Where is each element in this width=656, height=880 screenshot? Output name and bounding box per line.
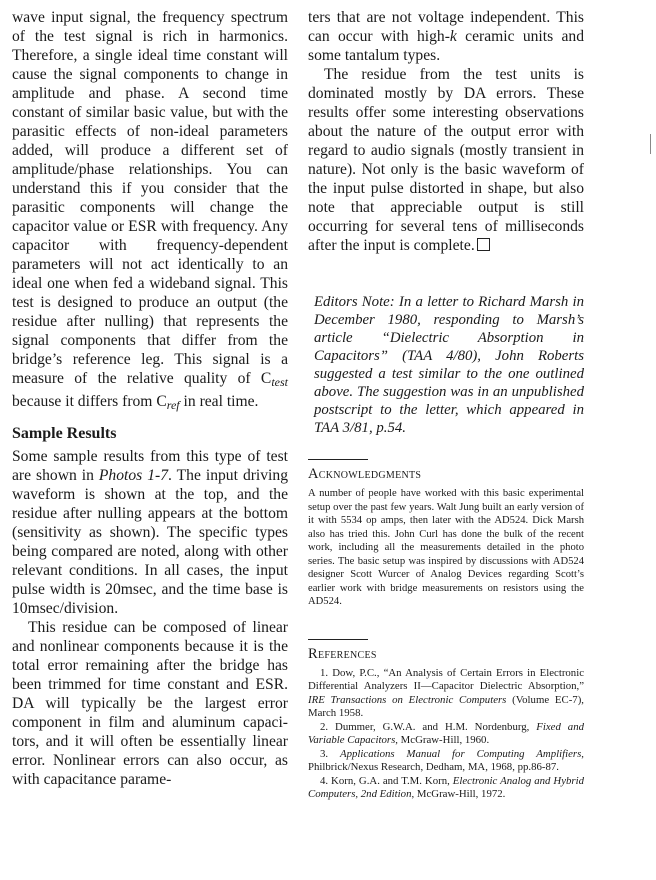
- reference-text: 3.: [320, 747, 341, 760]
- c-ref-symbol: C: [156, 393, 167, 410]
- body-paragraph: [12, 8, 288, 415]
- acknowledgments-text: A number of people have worked with this basic experimental setup over the past few years. Walt Jung built an early version of it with 5534 op amps, then later with the AD524. Dick Marsh also has tried this. John Curl has done the bulk of the recent work, including all the measurements detailed in the photo series. The basic setup was inspired by discussions with AD524 designer Scott Wurcer of Analog Devices regarding Scott’s earlier work with bridge measurements on resistors using the AD524.: [308, 488, 584, 607]
- reference-text: 2. Dummer, G.W.A. and H.M. Nordenburg,: [320, 720, 537, 733]
- reference-item: [308, 721, 584, 748]
- editors-note: Editors Note: In a letter to Richard Marsh in December 1980, responding to Marsh’s article “Dielectric Absorption in Capacitors” (TAA 4/80), John Roberts suggested a test similar to the one outlined above. The suggestion was in an unpublished postscript to the letter, which appeared in TAA 3/81, p.54.: [314, 294, 584, 436]
- body-paragraph: This residue can be composed of linear and nonlinear components because it is the total error remaining after the bridge has been trimmed for time constant and ESR. DA will typically be the largest error component in film and aluminum capacitors, and it will often be essentially linear error. Nonlinear errors can also occur, as with capacitance parame-: [12, 619, 288, 788]
- reference-text: 4. Korn, G.A. and T.M. Korn,: [320, 774, 453, 787]
- c-ref-subscript: ref: [166, 398, 180, 412]
- reference-item: [308, 667, 584, 721]
- references-list: [308, 667, 584, 802]
- paragraph-text: in real time.: [179, 393, 259, 410]
- reference-text: , McGraw-Hill, 1960.: [395, 734, 490, 746]
- reference-text: , Philbrick/Nexus Research, Dedham, MA, 1968, pp.86-87.: [308, 747, 584, 773]
- reference-text: (Volume EC-7), March 1958.: [308, 693, 584, 719]
- reference-title: Fixed and Variable Capacitors: [308, 720, 585, 746]
- left-column: [12, 8, 288, 789]
- reference-text: 1. Dow, P.C., “An Analysis of Certain Errors in Electronic Differential Analyzers II—Capacitor Dielectric Absorption,”: [308, 666, 584, 692]
- end-mark-icon: [477, 238, 490, 251]
- right-column: [308, 8, 584, 802]
- k-symbol: k: [449, 28, 457, 45]
- reference-item: [308, 748, 584, 775]
- paragraph-text: wave input signal, the frequency spectrum of the test signal is rich in harmonics. Therefore, a single ideal time constant will cause the signal components to change in amplitude and phase. A second time constant of similar basic value, but with the parasitic effects of non-ideal parameters added, will produce a different set of amplitude/phase relationships. You can understand this if you consider that the parasitic components will change the capacitor value or ESR with frequency. Any capacitor with frequency-dependent parameters will not act identically to an ideal one when fed a wideband signal. This test is designed to produce an output (the residue after nulling) that represents the signal components that differ from the bridge’s reference leg. This signal is a measure of the relative quality of: [12, 9, 288, 387]
- acknowledgments-heading: Acknowledgments: [308, 459, 368, 483]
- body-paragraph: [308, 65, 584, 255]
- margin-mark: [650, 134, 651, 154]
- c-test-symbol: C: [260, 370, 272, 387]
- reference-title: Applications Manual for Computing Amplifiers: [340, 747, 582, 760]
- body-paragraph: [12, 447, 288, 618]
- reference-text: , McGraw-Hill, 1972.: [411, 788, 506, 800]
- c-test-subscript: test: [271, 375, 288, 389]
- paragraph-text: . The input driving waveform is shown at the top, and the residue after nulling appears at the bottom (sensitivity as shown). The specific types being compared are noted, along with other relevant conditions. In all cases, the input pulse width is 20msec, and the time base is 10msec/division.: [12, 467, 288, 617]
- paragraph-text: ceramic units and some tantalum types.: [308, 28, 584, 64]
- reference-title: Electronic Analog and Hybrid Computers, 2nd Edition: [308, 774, 584, 800]
- paragraph-text: Some sample results from this type of test are shown in: [12, 448, 288, 484]
- paragraph-text: because it differs from: [12, 393, 157, 410]
- photos-reference: Photos 1-7: [98, 467, 169, 484]
- paragraph-text: The residue from the test units is dominated mostly by DA errors. These results offer some interesting observations about the nature of the output error with regard to audio signals (mostly transient in nature). Not only is the basic waveform of the input pulse distorted in shape, but also note that appreciable output is still occurring for several tens of milliseconds after the input is complete.: [308, 66, 584, 254]
- body-paragraph: [308, 8, 584, 65]
- section-heading: Sample Results: [12, 425, 117, 442]
- reference-item: [308, 775, 584, 802]
- reference-title: IRE Transactions on Electronic Computers: [308, 693, 507, 706]
- paragraph-text: ters that are not voltage independent. This can occur with high-: [308, 9, 584, 45]
- references-heading: References: [308, 639, 368, 663]
